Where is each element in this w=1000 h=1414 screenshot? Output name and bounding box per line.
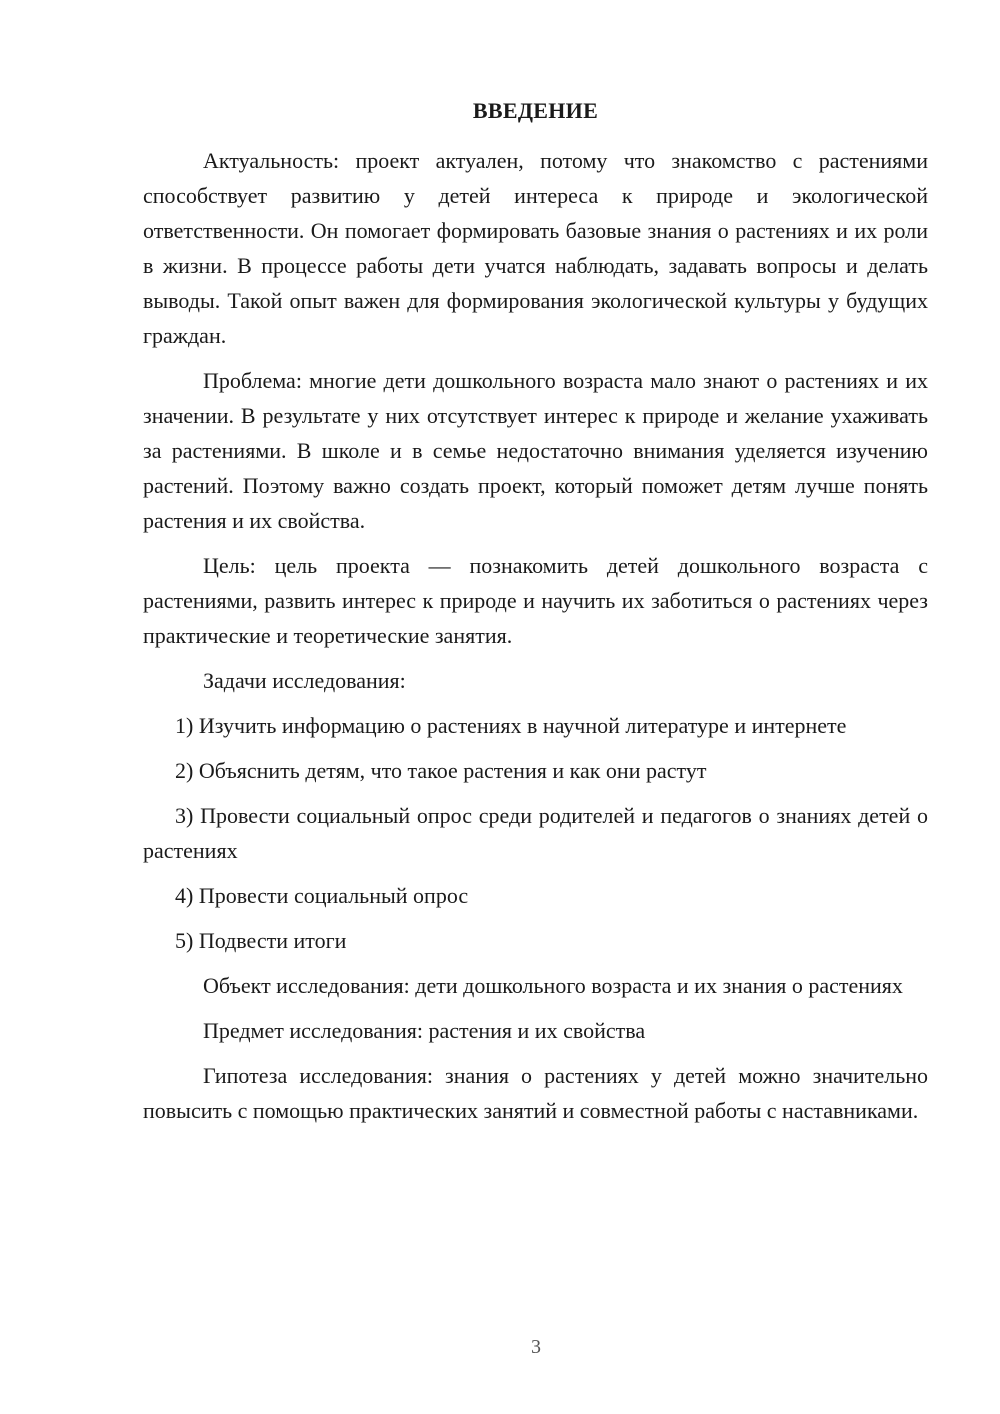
task-item: 3) Провести социальный опрос среди родителей и педагогов о знаниях детей о растениях [143, 803, 928, 863]
task-item: 1) Изучить информацию о растениях в научной литературе и интернете [175, 713, 847, 738]
page-content [143, 93, 928, 1138]
task-item: 4) Провести социальный опрос [175, 883, 469, 908]
hypothesis-paragraph: Гипотеза исследования: знания о растениях у детей можно значительно повысить с помощью практических занятий и совместной работы с наставниками. [143, 1063, 928, 1123]
subject-paragraph: Предмет исследования: растения и их свойства [203, 1018, 646, 1043]
object-paragraph: Объект исследования: дети дошкольного возраста и их знания о растениях [203, 973, 903, 998]
task-item: 2) Объяснить детям, что такое растения и как они растут [175, 758, 707, 783]
section-title: ВВЕДЕНИЕ [472, 98, 599, 123]
problem-paragraph: Проблема: многие дети дошкольного возраста мало знают о растениях и их значении. В результате у них отсутствует интерес к природе и желание ухаживать за растениями. В школе и в семье недостаточно внимания уделяется изучению растений. Поэтому важно создать проект, который поможет детям лучше понять растения и их свойства. [143, 368, 928, 533]
task-item: 5) Подвести итоги [175, 928, 347, 953]
page-number: 3 [531, 1336, 541, 1358]
relevance-paragraph: Актуальность: проект актуален, потому что знакомство с растениями способствует развитию у детей интереса к природе и экологической ответственности. Он помогает формировать базовые знания о растениях и их роли в жизни. В процессе работы дети учатся наблюдать, задавать вопросы и делать выводы. Такой опыт важен для формирования экологической культуры у будущих граждан. [143, 148, 928, 348]
tasks-heading: Задачи исследования: [203, 668, 406, 693]
goal-paragraph: Цель: цель проекта — познакомить детей дошкольного возраста с растениями, развить интерес к природе и научить их заботиться о растениях через практические и теоретические занятия. [143, 553, 928, 648]
